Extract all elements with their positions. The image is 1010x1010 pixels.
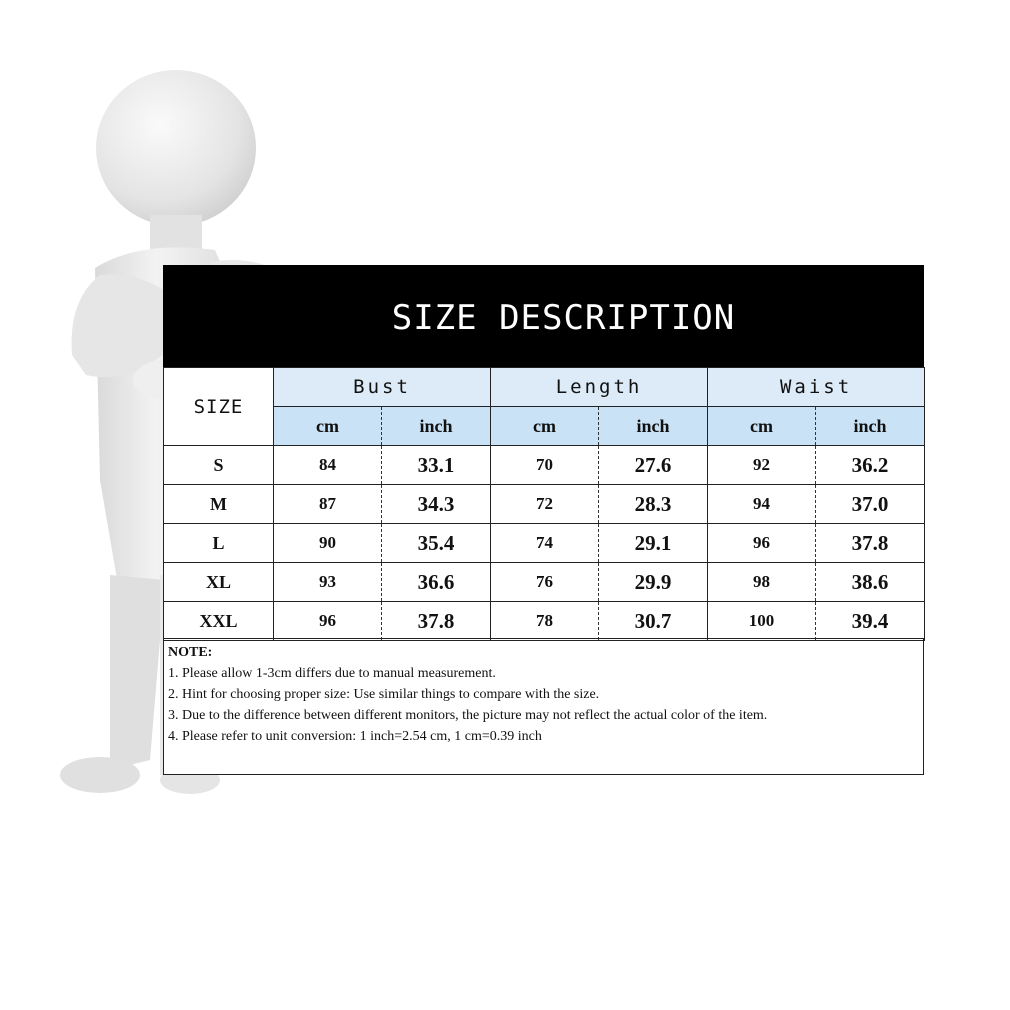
- waist-cm-cell: 98: [708, 563, 816, 602]
- waist-inch-cell: 37.8: [816, 524, 925, 563]
- table-row: [164, 524, 925, 563]
- size-chart-board: [163, 265, 924, 775]
- bust-inch-cell: 35.4: [382, 524, 491, 563]
- length-inch-cell: 27.6: [599, 446, 708, 485]
- bust-inch-cell: 36.6: [382, 563, 491, 602]
- waist-cm-cell: 94: [708, 485, 816, 524]
- bust-cm-cell: 90: [274, 524, 382, 563]
- table-row: [164, 485, 925, 524]
- table-row: [164, 446, 925, 485]
- header-unit-row: [164, 407, 925, 446]
- unit-header: inch: [816, 407, 925, 446]
- chart-title: SIZE DESCRIPTION: [391, 298, 736, 338]
- bust-cm-cell: 87: [274, 485, 382, 524]
- notes-title: NOTE:: [168, 645, 213, 660]
- size-cell: XL: [164, 563, 274, 602]
- length-cm-cell: 78: [491, 602, 599, 641]
- waist-cm-cell: 96: [708, 524, 816, 563]
- note-line: 3. Due to the difference between different monitors, the picture may not reflect the actual color of the item.: [168, 708, 768, 723]
- mannequin-left-foot: [60, 757, 140, 793]
- header-group-row: [164, 368, 925, 407]
- size-cell: L: [164, 524, 274, 563]
- note-line: 4. Please refer to unit conversion: 1 inch=2.54 cm, 1 cm=0.39 inch: [168, 729, 542, 744]
- group-header-bust: Bust: [274, 368, 491, 407]
- unit-header: cm: [708, 407, 816, 446]
- unit-header: inch: [382, 407, 491, 446]
- waist-inch-cell: 38.6: [816, 563, 925, 602]
- length-cm-cell: 72: [491, 485, 599, 524]
- size-cell: XXL: [164, 602, 274, 641]
- title-bar: [163, 265, 924, 367]
- mannequin-head: [96, 70, 256, 226]
- length-inch-cell: 30.7: [599, 602, 708, 641]
- table-row: [164, 602, 925, 641]
- unit-header: cm: [274, 407, 382, 446]
- unit-header: cm: [491, 407, 599, 446]
- bust-cm-cell: 96: [274, 602, 382, 641]
- size-cell: S: [164, 446, 274, 485]
- bust-cm-cell: 93: [274, 563, 382, 602]
- length-inch-cell: 29.1: [599, 524, 708, 563]
- waist-cm-cell: 100: [708, 602, 816, 641]
- table-row: [164, 563, 925, 602]
- length-inch-cell: 29.9: [599, 563, 708, 602]
- unit-header: inch: [599, 407, 708, 446]
- length-cm-cell: 74: [491, 524, 599, 563]
- group-header-waist: Waist: [708, 368, 925, 407]
- size-cell: M: [164, 485, 274, 524]
- size-table: [163, 367, 925, 641]
- bust-cm-cell: 84: [274, 446, 382, 485]
- waist-inch-cell: 37.0: [816, 485, 925, 524]
- waist-inch-cell: 39.4: [816, 602, 925, 641]
- mannequin-left-leg: [110, 575, 165, 770]
- size-column-header: SIZE: [164, 368, 274, 446]
- length-inch-cell: 28.3: [599, 485, 708, 524]
- notes-section: [163, 638, 924, 775]
- bust-inch-cell: 34.3: [382, 485, 491, 524]
- length-cm-cell: 76: [491, 563, 599, 602]
- note-line: 1. Please allow 1-3cm differs due to manual measurement.: [168, 666, 496, 681]
- waist-cm-cell: 92: [708, 446, 816, 485]
- note-line: 2. Hint for choosing proper size: Use similar things to compare with the size.: [168, 687, 600, 702]
- length-cm-cell: 70: [491, 446, 599, 485]
- waist-inch-cell: 36.2: [816, 446, 925, 485]
- bust-inch-cell: 33.1: [382, 446, 491, 485]
- group-header-length: Length: [491, 368, 708, 407]
- bust-inch-cell: 37.8: [382, 602, 491, 641]
